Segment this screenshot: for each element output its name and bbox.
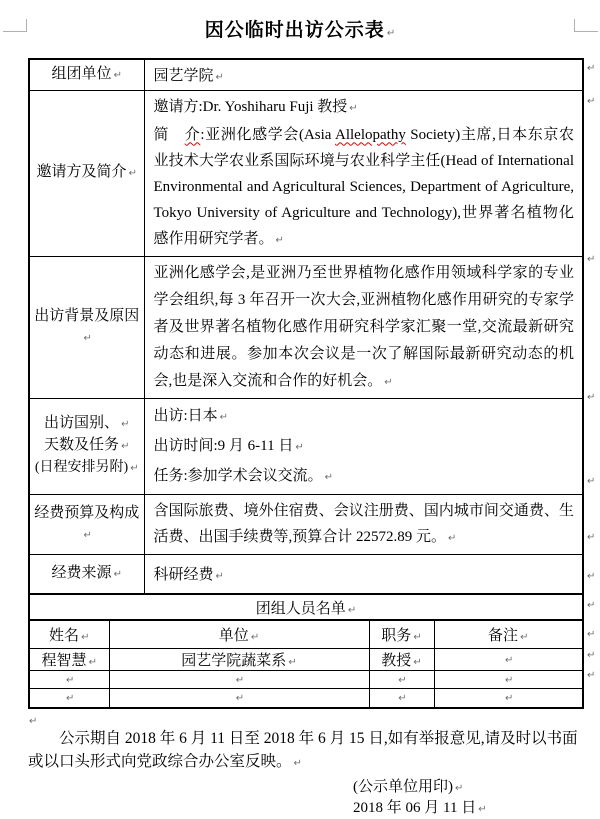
- member-name-cell: [29, 648, 109, 670]
- inviter-bio-seg-misspelled: 介: [184, 126, 201, 143]
- paragraph-mark-icon: ↵: [478, 804, 487, 815]
- paragraph-mark-icon: ↵: [398, 674, 407, 686]
- group-unit-label-cell: [29, 59, 144, 90]
- personnel-section-title: 团组人员名单: [255, 600, 346, 617]
- row-end-mark-icon: ↵: [587, 392, 596, 403]
- row-group-unit: [29, 59, 583, 90]
- paragraph-mark-icon: ↵: [121, 441, 130, 452]
- row-budget: [29, 494, 583, 554]
- empty-cell: [369, 670, 434, 688]
- member-title: 教授: [381, 652, 412, 669]
- paragraph-mark-icon: ↵: [250, 631, 260, 643]
- member-title-cell: [369, 648, 434, 670]
- paragraph-mark-icon: ↵: [113, 69, 122, 81]
- paragraph-mark-icon: ↵: [288, 656, 297, 668]
- funding-label: 经费来源: [51, 564, 112, 581]
- empty-cell: [29, 688, 109, 708]
- inviter-bio: [154, 122, 575, 254]
- paragraph-mark-icon: ↵: [505, 693, 514, 705]
- paragraph-mark-icon: ↵: [505, 674, 514, 686]
- destination-content-cell: [144, 398, 583, 494]
- header-note: 备注: [488, 627, 519, 644]
- member-unit-cell: [109, 648, 369, 670]
- row-destination: [29, 398, 583, 494]
- row-personnel-title: [29, 594, 583, 620]
- destination-line-text: 出访时间:9 月 6-11 日: [153, 437, 294, 454]
- row-end-mark-icon: ↵: [587, 600, 596, 611]
- row-background: [29, 256, 583, 398]
- row-personnel-empty: [29, 688, 583, 708]
- paragraph-mark-icon: ↵: [295, 441, 304, 453]
- empty-cell: [434, 688, 583, 708]
- empty-cell: [109, 670, 369, 688]
- paragraph-mark-icon: ↵: [215, 571, 224, 583]
- paragraph-mark-icon: ↵: [347, 604, 357, 616]
- inviter-content-cell: [144, 90, 583, 256]
- destination-label-line: [30, 413, 144, 435]
- paragraph-mark-icon: ↵: [81, 631, 90, 643]
- inviter-bio-seg: 简: [153, 126, 185, 143]
- personnel-section-title-cell: [29, 594, 583, 620]
- paragraph-mark-icon: ↵: [235, 674, 245, 686]
- paragraph-mark-icon: ↵: [505, 654, 514, 666]
- header-name: 姓名: [49, 627, 80, 644]
- empty-cell: [434, 670, 583, 688]
- seal-text: (公示单位用印): [353, 779, 453, 795]
- background-text: [154, 260, 575, 396]
- row-personnel-member: [29, 648, 583, 670]
- row-end-mark-icon: ↵: [587, 96, 596, 107]
- paragraph-mark-icon: ↵: [88, 656, 97, 668]
- funding-value: 科研经费: [153, 567, 214, 584]
- date-line: [353, 799, 600, 819]
- row-inviter: [29, 90, 583, 256]
- inviter-line1: [154, 94, 575, 122]
- form-table-wrapper: [28, 58, 596, 709]
- budget-label-cell: [29, 494, 144, 554]
- background-text-body: 亚洲化感学会,是亚洲乃至世界植物化感作用领域科学家的专业学会组织,每 3 年召开一次大会,亚洲植物化感作用研究的专家学者及世界著名植物化感作用研究科学家汇聚一堂,交流最新研究动态和进展。参加本次会议是一次了解国际最新研究动态的机会,也是深入交流和合作的好机会。: [153, 264, 574, 389]
- destination-line-text: 任务:参加学术会议交流。: [153, 467, 323, 484]
- paragraph-mark-icon: ↵: [293, 758, 302, 769]
- group-unit-label: 组团单位: [51, 65, 112, 82]
- budget-content-cell: [144, 494, 583, 554]
- paragraph-mark-icon: ↵: [349, 102, 358, 114]
- row-end-mark-icon: ↵: [587, 63, 596, 74]
- paragraph-mark-icon: ↵: [384, 376, 393, 388]
- funding-label-cell: [29, 554, 144, 594]
- row-personnel-empty: [29, 670, 583, 688]
- header-title-cell: [369, 620, 434, 648]
- paragraph-mark-icon: ↵: [83, 332, 92, 344]
- paragraph-mark-icon: ↵: [455, 783, 464, 794]
- destination-line: [154, 432, 575, 462]
- paragraph-mark-icon: ↵: [386, 28, 396, 39]
- budget-label: 经费预算及构成: [34, 504, 140, 521]
- paragraph-mark-icon: ↵: [398, 693, 407, 705]
- page-title-text: 因公临时出访公示表: [204, 20, 385, 41]
- row-personnel-header: [29, 620, 583, 648]
- inviter-bio-seg: Society)主席,日本东京农业技术大学农业系国际环境与农业科学主任(Head of International Environmental and Agricultural Sciences, Department of Agriculture, Tokyo University of Agriculture and Technology),世界著名植物化感作用研究学者。: [153, 126, 574, 247]
- row-funding: [29, 554, 583, 594]
- paragraph-mark-icon: ↵: [128, 168, 137, 179]
- row-end-mark-icon: ↵: [587, 476, 596, 487]
- margin-crop-mark-left: [3, 19, 27, 32]
- member-name: 程智慧: [41, 652, 87, 669]
- budget-text-body: 含国际旅费、境外住宿费、会议注册费、国内城市间交通费、生活费、出国手续费等,预算合计 22572.89 元。: [153, 502, 574, 545]
- paragraph-mark-icon: ↵: [66, 674, 75, 686]
- inviter-line1-text: 邀请方:Dr. Yoshiharu Fuji 教授: [153, 98, 348, 115]
- paragraph-mark-icon: ↵: [121, 419, 130, 430]
- row-end-mark-icon: ↵: [587, 629, 596, 640]
- paragraph-mark-icon: ↵: [215, 72, 224, 84]
- empty-paragraph: [27, 713, 600, 726]
- margin-crop-mark-right: [574, 19, 598, 32]
- member-note-cell: [434, 648, 583, 670]
- background-label-cell: [29, 256, 144, 398]
- paragraph-mark-icon: ↵: [113, 568, 122, 580]
- destination-line: [154, 462, 575, 492]
- inviter-bio-seg-misspelled: Allelopathy: [335, 126, 406, 143]
- paragraph-mark-icon: ↵: [66, 693, 75, 705]
- form-table: [28, 58, 584, 709]
- row-end-mark-icon: ↵: [587, 254, 596, 265]
- seal-line: [353, 778, 600, 798]
- destination-label-text: 天数及任务: [44, 437, 120, 453]
- row-end-mark-icon: ↵: [587, 571, 596, 582]
- row-end-mark-icon: ↵: [587, 670, 596, 681]
- destination-label-line: [30, 435, 144, 457]
- header-name-cell: [29, 620, 109, 648]
- page-title: [0, 19, 600, 46]
- paragraph-mark-icon: ↵: [83, 529, 92, 541]
- date-text: 2018 年 06 月 11 日: [353, 800, 477, 816]
- notice-paragraph: [28, 727, 578, 775]
- row-end-mark-icon: ↵: [587, 532, 596, 543]
- paragraph-mark-icon: ↵: [413, 631, 422, 643]
- background-content-cell: [144, 256, 583, 398]
- empty-cell: [109, 688, 369, 708]
- paragraph-mark-icon: ↵: [324, 471, 334, 483]
- background-label: 出访背景及原因: [34, 307, 140, 324]
- header-unit: 单位: [218, 627, 249, 644]
- funding-value-cell: [144, 554, 583, 594]
- member-unit: 园艺学院蔬菜系: [181, 652, 287, 669]
- paragraph-mark-icon: ↵: [235, 693, 245, 705]
- paragraph-mark-icon: ↵: [413, 656, 422, 668]
- inviter-bio-seg: :亚洲化感学会(Asia: [200, 126, 336, 143]
- paragraph-mark-icon: ↵: [448, 532, 457, 544]
- destination-label-line: [30, 457, 144, 479]
- header-title: 职务: [381, 627, 412, 644]
- inviter-label: 邀请方及简介: [36, 164, 127, 180]
- destination-line: [154, 402, 575, 432]
- paragraph-mark-icon: ↵: [275, 234, 284, 246]
- header-note-cell: [434, 620, 583, 648]
- destination-label-cell: [29, 398, 144, 494]
- destination-label-text: 出访国别、: [44, 415, 120, 431]
- inviter-label-cell: [29, 90, 144, 256]
- destination-line-text: 出访:日本: [153, 407, 218, 424]
- paragraph-mark-icon: ↵: [219, 411, 229, 423]
- empty-cell: [369, 688, 434, 708]
- group-unit-value-cell: [144, 59, 583, 90]
- document-page: [0, 19, 600, 816]
- header-unit-cell: [109, 620, 369, 648]
- budget-text: [154, 498, 575, 552]
- paragraph-mark-icon: ↵: [29, 716, 38, 727]
- destination-label-text: (日程安排另附): [34, 460, 129, 475]
- empty-cell: [29, 670, 109, 688]
- paragraph-mark-icon: ↵: [520, 631, 529, 643]
- row-end-mark-icon: ↵: [587, 650, 596, 661]
- group-unit-value: 园艺学院: [153, 68, 214, 85]
- paragraph-mark-icon: ↵: [130, 463, 139, 474]
- notice-text: 公示期自 2018 年 6 月 11 日至 2018 年 6 月 15 日,如有举报意见,请及时以书面或以口头形式向党政综合办公室反映。: [28, 730, 578, 770]
